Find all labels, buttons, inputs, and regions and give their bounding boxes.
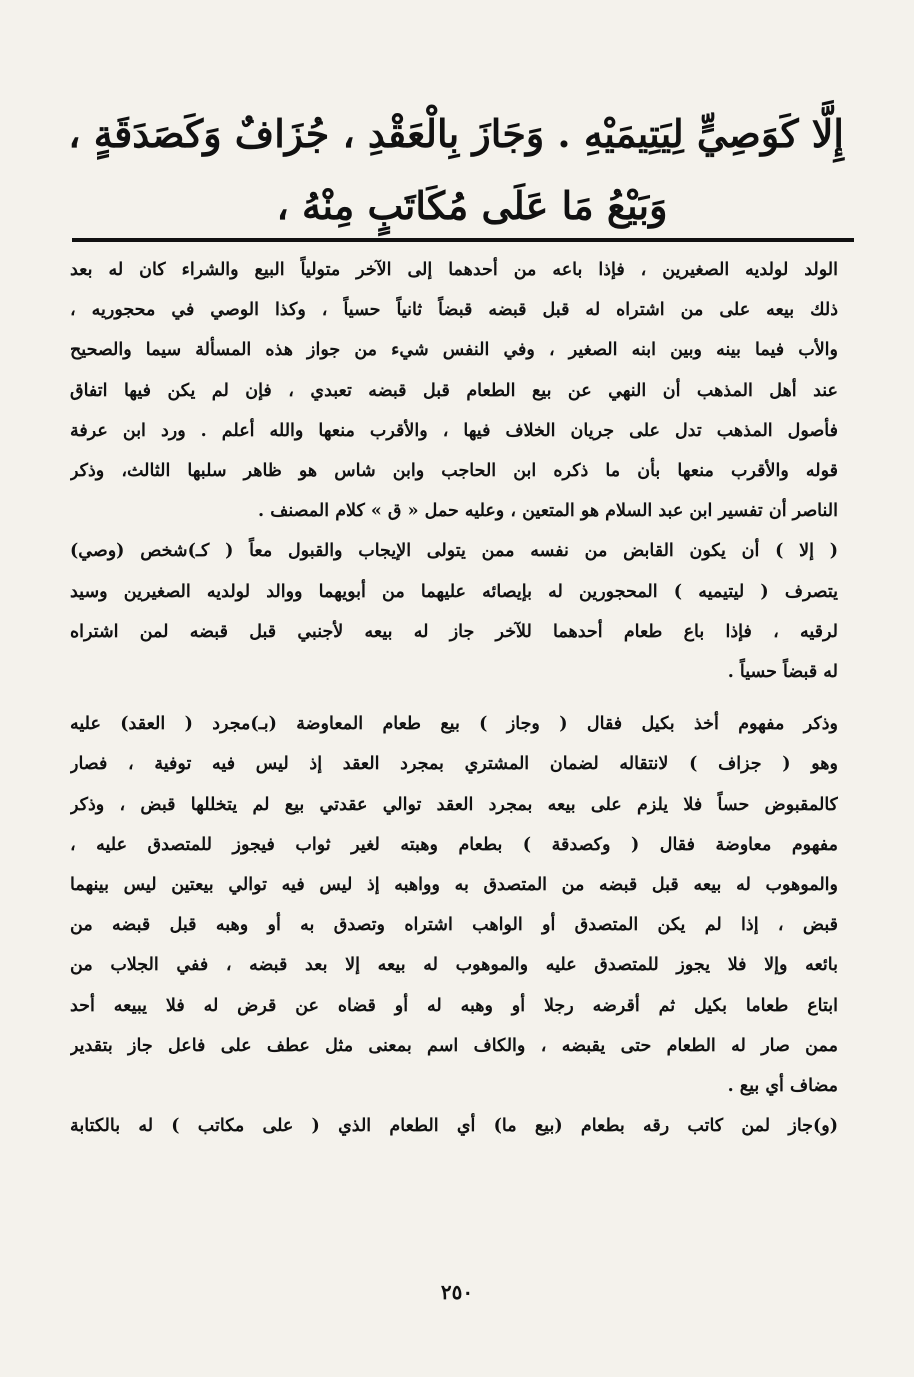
text-line: له قبضاً حسياً . — [727, 662, 838, 683]
text-line: مفهوم معاوضة فقال ( وكصدقة ) بطعام وهبته لغير ثواب فيجوز للمتصدق عليه ، — [70, 834, 838, 855]
text-line: والموهوب له بيعه قبل قبضه من المتصدق به وواهبه إذ ليس فيه توالي بيعتين ليس بينهما — [70, 875, 838, 896]
text-line: الناصر أن تفسير ابن عبد السلام هو المتعين ، وعليه حمل « ق » كلام المصنف . — [258, 501, 838, 522]
matn-line-1: إِلَّا كَوَصِيٍّ لِيَتِيمَيْهِ . وَجَازَ بِالْعَقْدِ ، جُزَافٌ وَكَصَدَقَةٍ ، — [68, 111, 844, 156]
text-line: (و)جاز لمن كاتب رقه بطعام (بيع ما) أي الطعام الذي ( على مكاتب ) له بالكتابة — [70, 1116, 838, 1137]
text-line: وذكر مفهوم أخذ بكيل فقال ( وجاز ) بيع طعام المعاوضة (بـ)مجرد ( العقد) عليه — [70, 714, 838, 735]
text-line: ممن صار له الطعام حتى يقبضه ، والكاف اسم بمعنى مثل عطف على فاعل جاز بتقدير — [70, 1035, 838, 1056]
matn-header — [68, 98, 844, 242]
text-line: قبض ، إذا لم يكن المتصدق أو الواهب اشتراه وتصدق به أو وهبه قبل قبضه من — [70, 915, 838, 936]
paragraph-1 — [70, 250, 838, 531]
paragraph-gap — [70, 692, 838, 704]
text-line: ابتاع طعاما بكيل ثم أقرضه رجلا أو وهبه له أو قضاه عن قرض له فلا يبيعه أحد — [70, 995, 838, 1016]
page-number: ٢٥٠ — [440, 1280, 474, 1304]
commentary-body — [70, 250, 838, 1146]
text-line: بائعه وإلا فلا يجوز للمتصدق عليه والموهوب له بيعه إلا بعد قبضه ، ففي الجلاب من — [70, 955, 838, 976]
text-line: ذلك بيعه على من اشتراه له قبل قبضه قبضاً ثانياً حسياً ، وكذا الوصي في محجوريه ، — [70, 300, 838, 321]
text-line: فأصول المذهب تدل على جريان الخلاف فيها ، والأقرب منعها والله أعلم . ورد ابن عرفة — [70, 420, 838, 441]
text-line: كالمقبوض حساً فلا يلزم على بيعه بمجرد العقد توالي عقدتي بيع لم يتخللها قبض ، وذكر — [70, 794, 838, 815]
paragraph-2 — [70, 531, 838, 692]
text-line: قوله والأقرب منعها بأن ما ذكره ابن الحاجب وابن شاس هو ظاهر سلبها الثالث، وذكر — [70, 461, 838, 482]
header-divider — [72, 238, 854, 242]
text-line: مضاف أي بيع . — [727, 1076, 838, 1097]
text-line: الولد لولديه الصغيرين ، فإذا باعه من أحدهما إلى الآخر متولياً البيع والشراء كان له بعد — [70, 260, 838, 280]
text-line: يتصرف ( ليتيميه ) المحجورين له بإيصائه عليهما من أبويهما ووالد لولديه الصغيرين وسيد — [70, 581, 838, 602]
paragraph-3 — [70, 704, 838, 1106]
paragraph-4 — [70, 1106, 838, 1146]
matn-line-2: وَبَيْعُ مَا عَلَى مُكَاتَبٍ مِنْهُ ، — [276, 183, 668, 228]
text-line: والأب فيما بينه وبين ابنه الصغير ، وفي النفس شيء من جواز هذه المسألة سيما والصحيح — [70, 340, 838, 361]
text-line: ( إلا ) أن يكون القابض من نفسه ممن يتولى الإيجاب والقبول معاً ( كـ)شخص (وصي) — [70, 541, 838, 562]
text-line: عند أهل المذهب أن النهي عن بيع الطعام قبل قبضه تعبدي ، فإن لم يكن فيها اتفاق — [70, 380, 838, 401]
text-line: لرقيه ، فإذا باع طعام أحدهما للآخر جاز له بيعه لأجنبي قبل قبضه لمن اشتراه — [70, 621, 838, 642]
text-line: وهو ( جزاف ) لانتقاله لضمان المشتري بمجرد العقد إذ ليس فيه توفية ، فصار — [70, 754, 838, 775]
